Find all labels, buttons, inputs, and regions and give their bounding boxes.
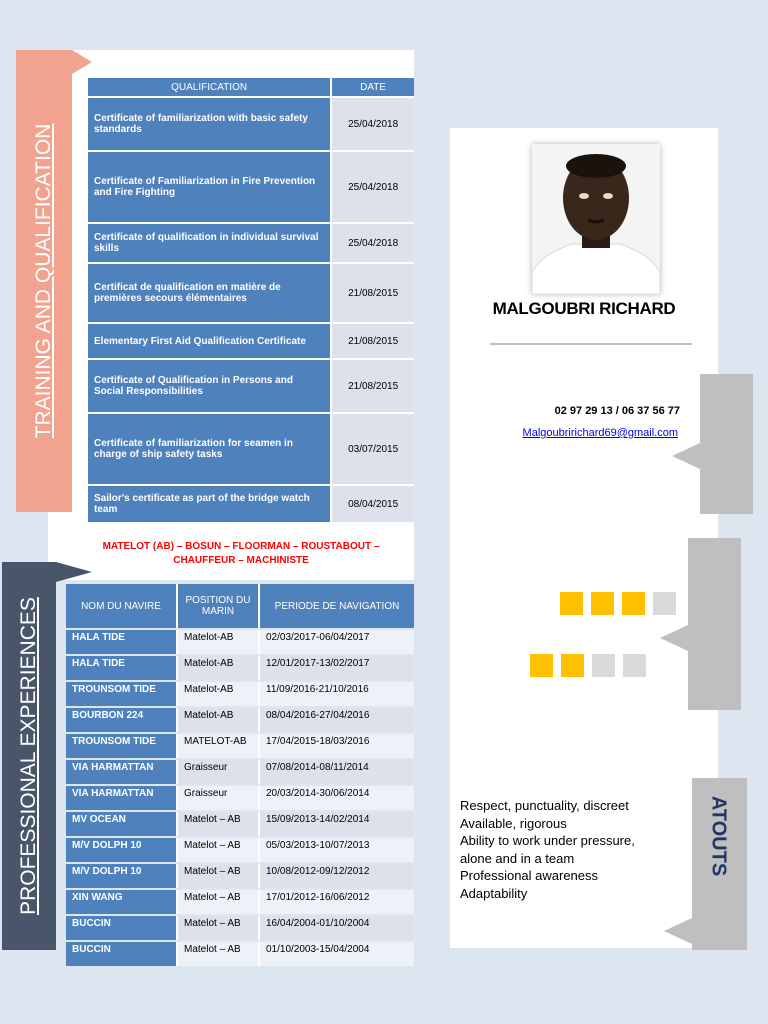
ship-position: MATELOT-AB [178, 734, 260, 758]
divider [490, 343, 692, 345]
ship-name: HALA TIDE [66, 656, 178, 680]
ship-name: VIA HARMATTAN [66, 760, 178, 784]
skill-square-filled [560, 592, 583, 615]
ship-position: Matelot – AB [178, 890, 260, 914]
navigation-period: 10/08/2012-09/12/2012 [260, 864, 414, 888]
navigation-period: 12/01/2017-13/02/2017 [260, 656, 414, 680]
experience-row [66, 734, 414, 758]
navigation-period: 11/09/2016-21/10/2016 [260, 682, 414, 706]
experience-row [66, 812, 414, 836]
experience-row [66, 682, 414, 706]
ship-name: TROUNSOM TIDE [66, 734, 178, 758]
qualification-row [88, 98, 414, 150]
qualification-row [88, 360, 414, 412]
assets-tab-arrow [664, 918, 692, 944]
assets-list [460, 797, 635, 902]
experience-row [66, 916, 414, 940]
period-header: PERIODE DE NAVIGATION [260, 584, 414, 628]
contact-tab-arrow [672, 443, 700, 469]
ship-name: BUCCIN [66, 942, 178, 966]
ship-name: BUCCIN [66, 916, 178, 940]
skill-rating-row [560, 592, 676, 615]
skill-square-filled [591, 592, 614, 615]
skills-tab-arrow [660, 625, 688, 651]
navigation-period: 08/04/2016-27/04/2016 [260, 708, 414, 732]
ship-position: Matelot-AB [178, 656, 260, 680]
asset-item: Available, rigorous [460, 815, 567, 831]
qualification-name: Certificate of Qualification in Persons and Social Responsibilities [88, 360, 332, 412]
ship-position: Matelot-AB [178, 682, 260, 706]
ship-name: HALA TIDE [66, 630, 178, 654]
ship-name: M/V DOLPH 10 [66, 838, 178, 862]
navigation-period: 05/03/2013-10/07/2013 [260, 838, 414, 862]
qualification-row [88, 224, 414, 262]
qualification-date: 21/08/2015 [332, 324, 414, 358]
qualification-row [88, 152, 414, 222]
skill-square-empty [623, 654, 646, 677]
position-header: POSITION DU MARIN [178, 584, 260, 628]
qualification-date: 03/07/2015 [332, 414, 414, 484]
asset-item: Respect, punctuality, discreet [460, 798, 629, 813]
ship-name: TROUNSOM TIDE [66, 682, 178, 706]
experience-table [66, 582, 414, 968]
ship-name: VIA HARMATTAN [66, 786, 178, 810]
qualification-name: Certificat de qualification en matière de premières secours élémentaires [88, 264, 332, 322]
navigation-period: 01/10/2003-15/04/2004 [260, 942, 414, 966]
qualification-date: 25/04/2018 [332, 152, 414, 222]
qualification-name: Elementary First Aid Qualification Certificate [88, 324, 332, 358]
ship-position: Matelot – AB [178, 864, 260, 888]
qualification-name: Certificate of qualification in individual survival skills [88, 224, 332, 262]
experience-banner-arrow [56, 562, 92, 582]
navigation-period: 02/03/2017-06/04/2017 [260, 630, 414, 654]
asset-item: alone and in a team [460, 850, 575, 866]
experience-row [66, 656, 414, 680]
asset-item: Adaptability [460, 885, 528, 901]
skill-square-filled [622, 592, 645, 615]
profile-photo [532, 144, 660, 294]
navigation-period: 07/08/2014-08/11/2014 [260, 760, 414, 784]
skill-square-empty [592, 654, 615, 677]
asset-item: Professional awareness [460, 868, 599, 883]
asset-item: Ability to work under pressure, [460, 833, 635, 848]
qualification-date: 25/04/2018 [332, 98, 414, 150]
skills-tab [688, 538, 741, 710]
candidate-name: MALGOUBRI RICHARD [492, 299, 676, 318]
navigation-period: 20/03/2014-30/06/2014 [260, 786, 414, 810]
qualification-name: Sailor's certificate as part of the bridge watch team [88, 486, 332, 522]
training-banner [16, 50, 72, 512]
date-header: DATE [332, 78, 414, 96]
qualification-row [88, 486, 414, 522]
navigation-period: 15/09/2013-14/02/2014 [260, 812, 414, 836]
phone-number: 02 97 29 13 / 06 37 56 77 [554, 405, 680, 417]
ship-position: Matelot-AB [178, 630, 260, 654]
qualification-name: Certificate of familiarization with basic safety standards [88, 98, 332, 150]
experience-row [66, 864, 414, 888]
experience-row [66, 786, 414, 810]
qualification-name: Certificate of familiarization for seamen in charge of ship safety tasks [88, 414, 332, 484]
ship-position: Matelot – AB [178, 838, 260, 862]
ship-position: Matelot – AB [178, 942, 260, 966]
qualification-row [88, 264, 414, 322]
ship-position: Matelot-AB [178, 708, 260, 732]
qualification-table [88, 76, 414, 524]
qualification-date: 21/08/2015 [332, 264, 414, 322]
ship-position: Graisseur [178, 760, 260, 784]
training-banner-label: TRAINING AND QUALIFICATION [32, 123, 55, 439]
experience-row [66, 942, 414, 966]
qualification-date: 08/04/2015 [332, 486, 414, 522]
skill-square-filled [561, 654, 584, 677]
skill-rating-row [530, 654, 646, 677]
contact-tab [700, 374, 753, 514]
qualification-row [88, 414, 414, 484]
experience-row [66, 838, 414, 862]
qualification-name: Certificate of Familiarization in Fire Prevention and Fire Fighting [88, 152, 332, 222]
job-roles: MATELOT (AB) – BOSUN – FLOORMAN – ROUSTABOUT – CHAUFFEUR – MACHINISTE [102, 541, 380, 566]
navigation-period: 17/04/2015-18/03/2016 [260, 734, 414, 758]
qualification-date: 25/04/2018 [332, 224, 414, 262]
ship-name-header: NOM DU NAVIRE [66, 584, 178, 628]
ship-position: Matelot – AB [178, 916, 260, 940]
experience-row [66, 630, 414, 654]
email-link[interactable]: Malgoubririchard69@gmail.com [522, 427, 678, 439]
ship-name: MV OCEAN [66, 812, 178, 836]
ship-position: Graisseur [178, 786, 260, 810]
experience-banner [2, 562, 56, 950]
experience-row [66, 760, 414, 784]
ship-name: M/V DOLPH 10 [66, 864, 178, 888]
qualification-row [88, 324, 414, 358]
skill-square-empty [653, 592, 676, 615]
experience-row [66, 708, 414, 732]
ship-name: BOURBON 224 [66, 708, 178, 732]
qualification-date: 21/08/2015 [332, 360, 414, 412]
ship-position: Matelot – AB [178, 812, 260, 836]
navigation-period: 16/04/2004-01/10/2004 [260, 916, 414, 940]
experience-banner-label: PROFESSIONAL EXPERIENCES [17, 597, 40, 915]
training-banner-arrow [72, 50, 92, 74]
qualification-header: QUALIFICATION [88, 78, 332, 96]
skill-square-filled [530, 654, 553, 677]
experience-row [66, 890, 414, 914]
portrait-image [532, 144, 660, 294]
assets-label: ATOUTS [707, 795, 730, 877]
navigation-period: 17/01/2012-16/06/2012 [260, 890, 414, 914]
ship-name: XIN WANG [66, 890, 178, 914]
